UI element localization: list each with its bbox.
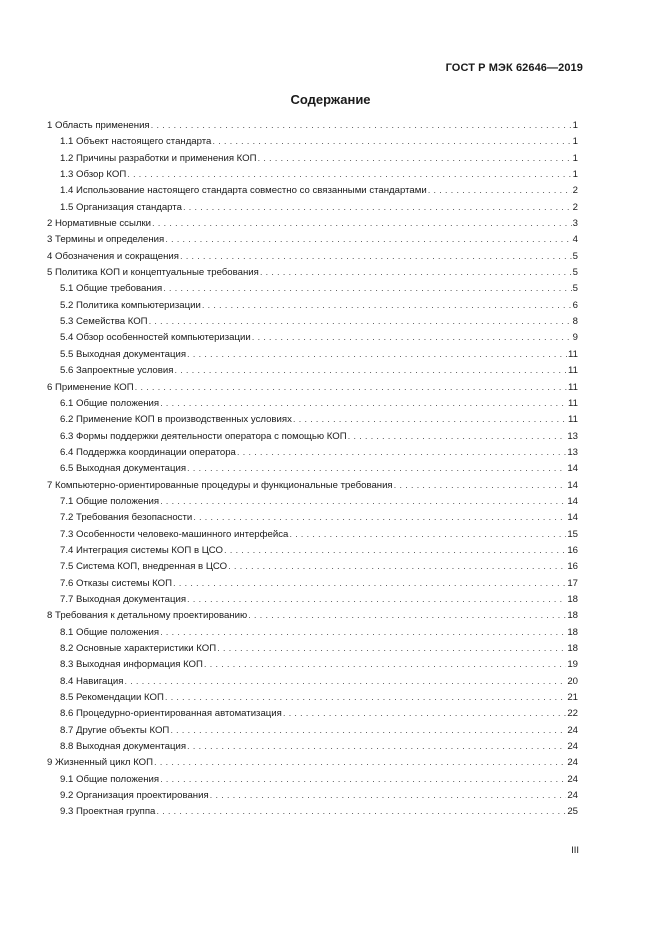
toc-page-number: 1 [572,152,578,164]
toc-entry-title: 1 Область применения [47,120,150,131]
toc-leader-dots [173,576,566,592]
toc-entry-title: 6.3 Формы поддержки деятельности оператора с помощью КОП [60,430,347,442]
toc-page-number: 18 [567,610,578,622]
toc-page-number: 24 [567,741,578,753]
toc-page-number: 13 [567,446,578,458]
toc-leader-dots [237,445,566,461]
toc-leader-dots [248,608,566,624]
toc-entry-title: 6.1 Общие положения [60,397,160,409]
toc-entry-title: 5.1 Общие требования [60,283,163,295]
toc-leader-dots [428,183,572,199]
toc-leader-dots [156,804,566,820]
toc-page-number: 11 [568,381,578,393]
toc-leader-dots [258,151,572,167]
toc-page-number: 11 [568,365,578,377]
toc-leader-dots [394,478,567,494]
toc-leader-dots [127,167,571,183]
toc-subentry[interactable] [47,494,578,510]
toc-entry-title: 1.4 Использование настоящего стандарта совместно со связанными стандартами [60,185,427,197]
toc-entry[interactable] [47,755,578,771]
toc-subentry[interactable] [47,429,578,445]
toc-leader-dots [135,380,567,396]
toc-entry[interactable] [47,478,578,494]
toc-leader-dots [183,200,572,216]
toc-subentry[interactable] [47,739,578,755]
toc-page-number: 6 [572,299,578,311]
toc-entry-title: 7.2 Требования безопасности [60,512,193,524]
toc-subentry[interactable] [47,363,578,379]
toc-entry-title: 1.5 Организация стандарта [60,201,182,213]
toc-subentry[interactable] [47,281,578,297]
toc-leader-dots [228,559,566,575]
toc-page-number: 24 [567,724,578,736]
toc-entry[interactable] [47,608,578,624]
toc-entry-title: 7.5 Система КОП, внедренная в ЦСО [60,561,228,573]
toc-entry-title: 8.1 Общие положения [60,626,160,638]
toc-subentry[interactable] [47,804,578,820]
toc-page-number: 18 [567,626,578,638]
toc-entry-title: 8.6 Процедурно-ориентированная автоматизация [60,708,282,720]
toc-leader-dots [293,412,567,428]
page-title: Содержание [290,92,371,107]
toc-entry[interactable] [47,216,578,232]
toc-leader-dots [160,494,566,510]
toc-entry-title: 7.6 Отказы системы КОП [60,577,173,589]
toc-leader-dots [193,510,566,526]
toc-entry-title: 9.3 Проектная группа [60,806,156,818]
toc-subentry[interactable] [47,788,578,804]
toc-subentry[interactable] [47,772,578,788]
toc-entry-title: 8.3 Выходная информация КОП [60,659,203,671]
toc-page-number: 14 [567,479,578,491]
toc-page-number: 5 [572,267,578,279]
toc-entry-title: 6 Применение КОП [47,381,134,393]
toc-subentry[interactable] [47,543,578,559]
toc-subentry[interactable] [47,641,578,657]
toc-page-number: 1 [572,169,578,181]
toc-entry-title: 9 Жизненный цикл КОП [47,757,154,769]
toc-entry-title: 5.2 Политика компьютеризации [60,299,201,311]
toc-subentry[interactable] [47,657,578,673]
toc-leader-dots [202,298,572,314]
toc-entry-title: 8.8 Выходная документация [60,741,187,753]
toc-leader-dots [283,706,566,722]
toc-page-number: 19 [567,659,578,671]
toc-entry-title: 5.6 Запроектные условия [60,365,174,377]
toc-page-number: 24 [567,773,578,785]
toc-entry-title: 6.2 Применение КОП в производственных условиях [60,414,292,426]
toc-entry-title: 5 Политика КОП и концептуальные требования [47,267,259,279]
toc-entry-title: 7.7 Выходная документация [60,593,187,605]
toc-leader-dots [289,527,566,543]
toc-page-number: 9 [572,332,578,344]
toc-leader-dots [204,657,566,673]
toc-leader-dots [187,739,566,755]
toc-entry-title: 8.5 Рекомендации КОП [60,692,164,704]
toc-subentry[interactable] [47,674,578,690]
toc-page-number: 4 [572,234,578,246]
toc-subentry[interactable] [47,510,578,526]
toc-entry-title: 7 Компьютерно-ориентированные процедуры и функциональные требования [47,479,393,491]
toc-entry-title: 1.2 Причины разработки и применения КОП [60,152,257,164]
toc-page-number: 2 [572,185,578,197]
toc-page-number: 11 [568,348,578,360]
toc-leader-dots [210,788,567,804]
toc-leader-dots [165,690,566,706]
toc-page-number: 2 [572,201,578,213]
toc-page-number: 8 [572,316,578,328]
toc-entry-title: 7.4 Интеграция системы КОП в ЦСО [60,544,223,556]
toc-entry-title: 1.1 Объект настоящего стандарта [60,136,212,148]
toc-subentry[interactable] [47,723,578,739]
toc-subentry[interactable] [47,330,578,346]
toc-page-number: 14 [567,512,578,524]
toc-leader-dots [170,723,566,739]
toc-entry-title: 6.5 Выходная документация [60,463,187,475]
toc-page-number: 1 [572,136,578,148]
toc-leader-dots [174,363,567,379]
toc-leader-dots [154,755,566,771]
toc-leader-dots [151,118,572,134]
toc-subentry[interactable] [47,200,578,216]
toc-entry-title: 8 Требования к детальному проектированию [47,610,248,622]
toc-entry[interactable] [47,232,578,248]
toc-leader-dots [187,592,566,608]
toc-entry-title: 9.2 Организация проектирования [60,790,209,802]
toc-leader-dots [187,347,567,363]
toc-subentry[interactable] [47,625,578,641]
toc-leader-dots [163,281,571,297]
toc-leader-dots [160,772,566,788]
toc-entry-title: 2 Нормативные ссылки [47,218,152,230]
toc-leader-dots [260,265,572,281]
toc-subentry[interactable] [47,347,578,363]
toc-leader-dots [149,314,572,330]
toc-page-number: 25 [567,806,578,818]
toc-subentry[interactable] [47,592,578,608]
toc-subentry[interactable] [47,576,578,592]
toc-entry[interactable] [47,249,578,265]
toc-page-number: 5 [572,283,578,295]
toc-page-number: 17 [567,577,578,589]
toc-leader-dots [152,216,572,232]
toc-leader-dots [165,232,571,248]
toc-page-number: 21 [567,692,578,704]
toc-entry-title: 3 Термины и определения [47,234,165,246]
toc-leader-dots [348,429,567,445]
toc-subentry[interactable] [47,690,578,706]
table-of-contents [47,118,578,821]
toc-subentry[interactable] [47,396,578,412]
toc-page-number: 16 [567,561,578,573]
toc-entry-title: 5.3 Семейства КОП [60,316,148,328]
toc-entry[interactable] [47,265,578,281]
toc-subentry[interactable] [47,167,578,183]
toc-leader-dots [217,641,566,657]
toc-page-number: 22 [567,708,578,720]
toc-subentry[interactable] [47,412,578,428]
toc-subentry[interactable] [47,314,578,330]
toc-page-number: 15 [567,528,578,540]
toc-page-number: 5 [572,250,578,262]
toc-subentry[interactable] [47,183,578,199]
toc-page-number: 18 [567,593,578,605]
toc-leader-dots [160,396,567,412]
toc-page-number: 24 [567,757,578,769]
toc-entry-title: 4 Обозначения и сокращения [47,250,179,262]
toc-entry-title: 5.5 Выходная документация [60,348,187,360]
toc-leader-dots [187,461,566,477]
toc-page-number: 24 [567,790,578,802]
toc-subentry[interactable] [47,134,578,150]
page-number: III [571,845,579,856]
toc-entry-title: 8.2 Основные характеристики КОП [60,643,217,654]
toc-leader-dots [212,134,571,150]
toc-subentry[interactable] [47,298,578,314]
toc-leader-dots [224,543,566,559]
toc-page-number: 16 [567,544,578,556]
toc-entry-title: 1.3 Обзор КОП [60,169,127,181]
toc-entry-title: 5.4 Обзор особенностей компьютеризации [60,332,251,344]
toc-leader-dots [252,330,572,346]
toc-page-number: 14 [567,495,578,507]
toc-entry[interactable] [47,118,578,134]
toc-page-number: 11 [568,414,578,426]
toc-entry-title: 7.1 Общие положения [60,495,160,507]
toc-leader-dots [180,249,572,265]
toc-leader-dots [160,625,566,641]
toc-entry-title: 7.3 Особенности человеко-машинного интерфейса [60,528,289,540]
toc-page-number: 13 [567,430,578,442]
toc-page-number: 1 [572,120,578,131]
toc-subentry[interactable] [47,461,578,477]
toc-entry-title: 8.4 Навигация [60,675,124,687]
toc-leader-dots [124,674,566,690]
toc-subentry[interactable] [47,527,578,543]
toc-subentry[interactable] [47,151,578,167]
toc-page-number: 18 [567,643,578,654]
toc-page-number: 20 [567,675,578,687]
document-standard-number: ГОСТ Р МЭК 62646—2019 [445,62,583,74]
toc-page-number: 3 [572,218,578,230]
toc-subentry[interactable] [47,559,578,575]
toc-subentry[interactable] [47,445,578,461]
toc-entry-title: 9.1 Общие положения [60,773,160,785]
toc-subentry[interactable] [47,706,578,722]
toc-entry[interactable] [47,380,578,396]
toc-entry-title: 6.4 Поддержка координации оператора [60,446,236,458]
toc-page-number: 14 [567,463,578,475]
toc-entry-title: 8.7 Другие объекты КОП [60,724,170,736]
toc-page-number: 11 [568,397,578,409]
